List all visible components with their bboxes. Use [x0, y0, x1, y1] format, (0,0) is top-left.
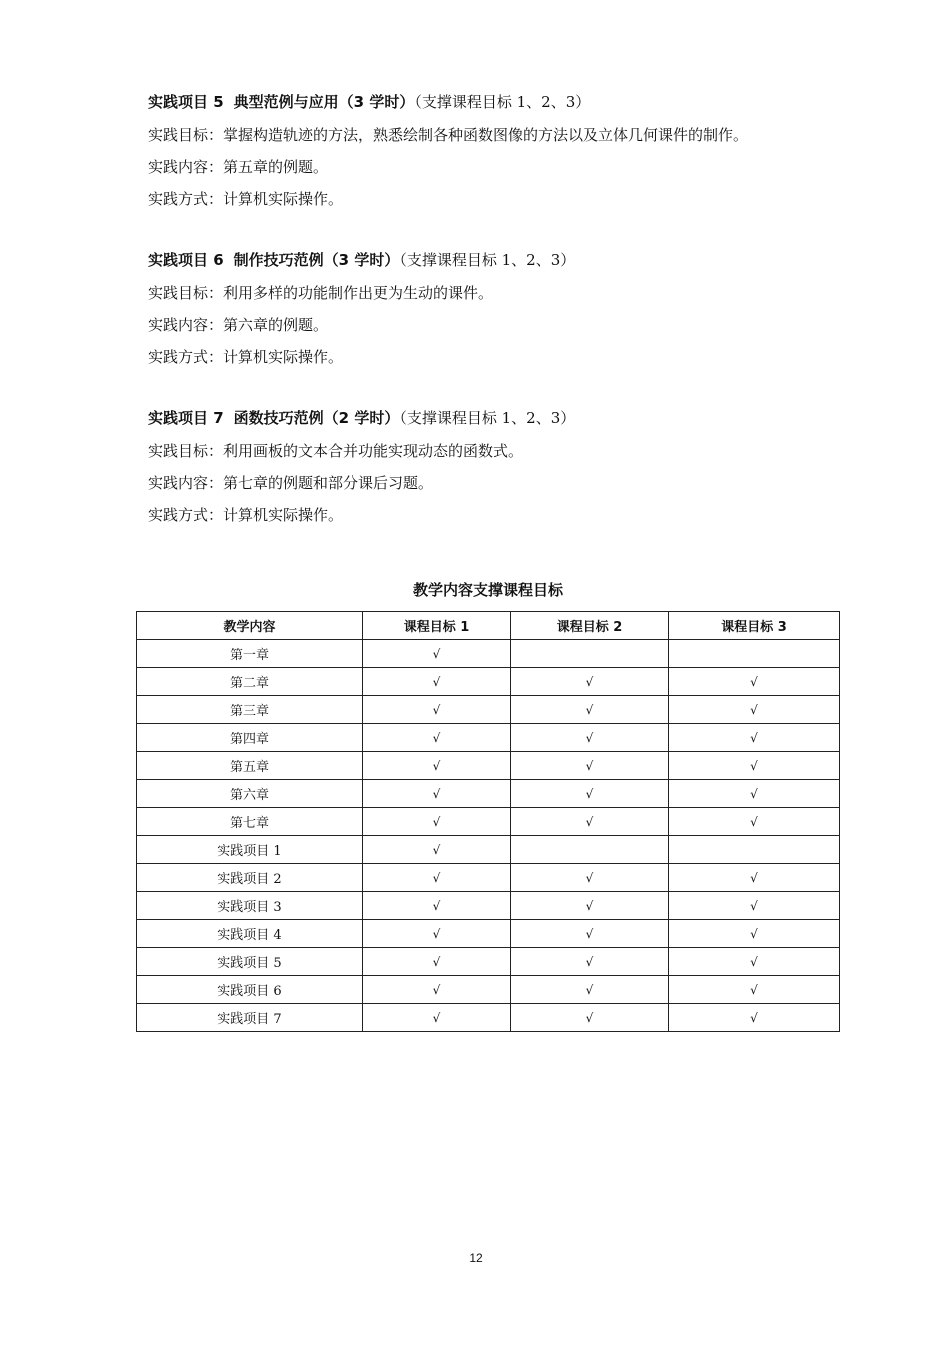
- row-label: 实践项目 6: [137, 976, 363, 1004]
- table-row: [137, 808, 840, 836]
- row-label: 实践项目 4: [137, 920, 363, 948]
- practice-goal: 实践目标：利用多样的功能制作出更为生动的课件。: [148, 284, 494, 302]
- goal-2-check: [511, 640, 669, 668]
- row-label: 第七章: [137, 808, 363, 836]
- row-label: 实践项目 1: [137, 836, 363, 864]
- goal-1-check: √: [363, 668, 511, 696]
- table-row: [137, 892, 840, 920]
- header-goal-3: 课程目标 3: [669, 612, 840, 640]
- goal-1-check: √: [363, 1004, 511, 1032]
- goal-3-check: √: [669, 948, 840, 976]
- row-label: 第三章: [137, 696, 363, 724]
- goal-3-check: √: [669, 864, 840, 892]
- row-label: 实践项目 7: [137, 1004, 363, 1032]
- goal-1-check: √: [363, 948, 511, 976]
- table-row: [137, 780, 840, 808]
- row-label: 第六章: [137, 780, 363, 808]
- row-label: 第四章: [137, 724, 363, 752]
- practice-project-7: [148, 408, 848, 525]
- goal-1-check: √: [363, 836, 511, 864]
- section-subtitle: 函数技巧范例（2 学时）: [233, 409, 400, 427]
- practice-content: 实践内容：第六章的例题。: [148, 316, 329, 334]
- section-note: （支撑课程目标 1、2、3）: [399, 251, 576, 269]
- goal-1-check: √: [363, 892, 511, 920]
- row-label: 第二章: [137, 668, 363, 696]
- goal-1-check: √: [363, 752, 511, 780]
- goal-3-check: √: [669, 668, 840, 696]
- goal-1-check: √: [363, 976, 511, 1004]
- goal-2-check: √: [511, 864, 669, 892]
- practice-content: 实践内容：第五章的例题。: [148, 158, 329, 176]
- goal-1-check: √: [363, 640, 511, 668]
- section-heading: [148, 408, 848, 428]
- table-row: [137, 1004, 840, 1032]
- goal-3-check: √: [669, 892, 840, 920]
- goal-3-check: [669, 640, 840, 668]
- goal-2-check: √: [511, 920, 669, 948]
- row-label: 第五章: [137, 752, 363, 780]
- goal-2-check: √: [511, 948, 669, 976]
- practice-method: 实践方式：计算机实际操作。: [148, 348, 344, 366]
- table-row: [137, 640, 840, 668]
- table-row: [137, 752, 840, 780]
- goal-2-check: √: [511, 752, 669, 780]
- table-row: [137, 668, 840, 696]
- goal-3-check: √: [669, 724, 840, 752]
- goal-3-check: √: [669, 920, 840, 948]
- section-subtitle: 制作技巧范例（3 学时）: [233, 251, 400, 269]
- goal-3-check: √: [669, 752, 840, 780]
- goal-3-check: [669, 836, 840, 864]
- table-body: [137, 640, 840, 1032]
- header-goal-2: 课程目标 2: [511, 612, 669, 640]
- goal-2-check: √: [511, 808, 669, 836]
- section-title: 实践项目 6: [148, 251, 224, 269]
- goal-1-check: √: [363, 780, 511, 808]
- goal-2-check: √: [511, 892, 669, 920]
- row-label: 实践项目 2: [137, 864, 363, 892]
- goal-3-check: √: [669, 808, 840, 836]
- goal-2-check: √: [511, 780, 669, 808]
- goal-2-check: √: [511, 1004, 669, 1032]
- section-note: （支撑课程目标 1、2、3）: [399, 409, 576, 427]
- section-title: 实践项目 7: [148, 409, 224, 427]
- table-row: [137, 836, 840, 864]
- practice-project-5: [148, 92, 848, 209]
- section-heading: [148, 92, 848, 112]
- goal-2-check: √: [511, 696, 669, 724]
- section-heading: [148, 250, 848, 270]
- practice-content: 实践内容：第七章的例题和部分课后习题。: [148, 474, 434, 492]
- goal-1-check: √: [363, 808, 511, 836]
- table-title: 教学内容支撑课程目标: [412, 581, 563, 599]
- table-row: [137, 724, 840, 752]
- goal-2-check: √: [511, 724, 669, 752]
- table-row: [137, 976, 840, 1004]
- page-number: 12: [469, 1251, 483, 1265]
- practice-method: 实践方式：计算机实际操作。: [148, 506, 344, 524]
- row-label: 实践项目 5: [137, 948, 363, 976]
- header-teaching-content: 教学内容: [137, 612, 363, 640]
- goal-3-check: √: [669, 780, 840, 808]
- goal-3-check: √: [669, 696, 840, 724]
- goal-3-check: √: [669, 976, 840, 1004]
- goal-2-check: √: [511, 976, 669, 1004]
- table-row: [137, 948, 840, 976]
- practice-project-6: [148, 250, 848, 367]
- header-goal-1: 课程目标 1: [363, 612, 511, 640]
- table-header-row: [137, 612, 840, 640]
- section-note: （支撑课程目标 1、2、3）: [414, 93, 591, 111]
- table-row: [137, 920, 840, 948]
- table-row: [137, 864, 840, 892]
- practice-goal: 实践目标：利用画板的文本合并功能实现动态的函数式。: [148, 442, 524, 460]
- goal-2-check: √: [511, 668, 669, 696]
- goal-1-check: √: [363, 696, 511, 724]
- practice-method: 实践方式：计算机实际操作。: [148, 190, 344, 208]
- row-label: 第一章: [137, 640, 363, 668]
- goal-3-check: √: [669, 1004, 840, 1032]
- row-label: 实践项目 3: [137, 892, 363, 920]
- table-row: [137, 696, 840, 724]
- goal-1-check: √: [363, 864, 511, 892]
- goal-1-check: √: [363, 920, 511, 948]
- goal-2-check: [511, 836, 669, 864]
- practice-goal: 实践目标：掌握构造轨迹的方法，熟悉绘制各种函数图像的方法以及立体几何课件的制作。: [148, 126, 749, 144]
- course-goals-table: [136, 611, 840, 1032]
- goal-1-check: √: [363, 724, 511, 752]
- section-subtitle: 典型范例与应用（3 学时）: [233, 93, 415, 111]
- section-title: 实践项目 5: [148, 93, 224, 111]
